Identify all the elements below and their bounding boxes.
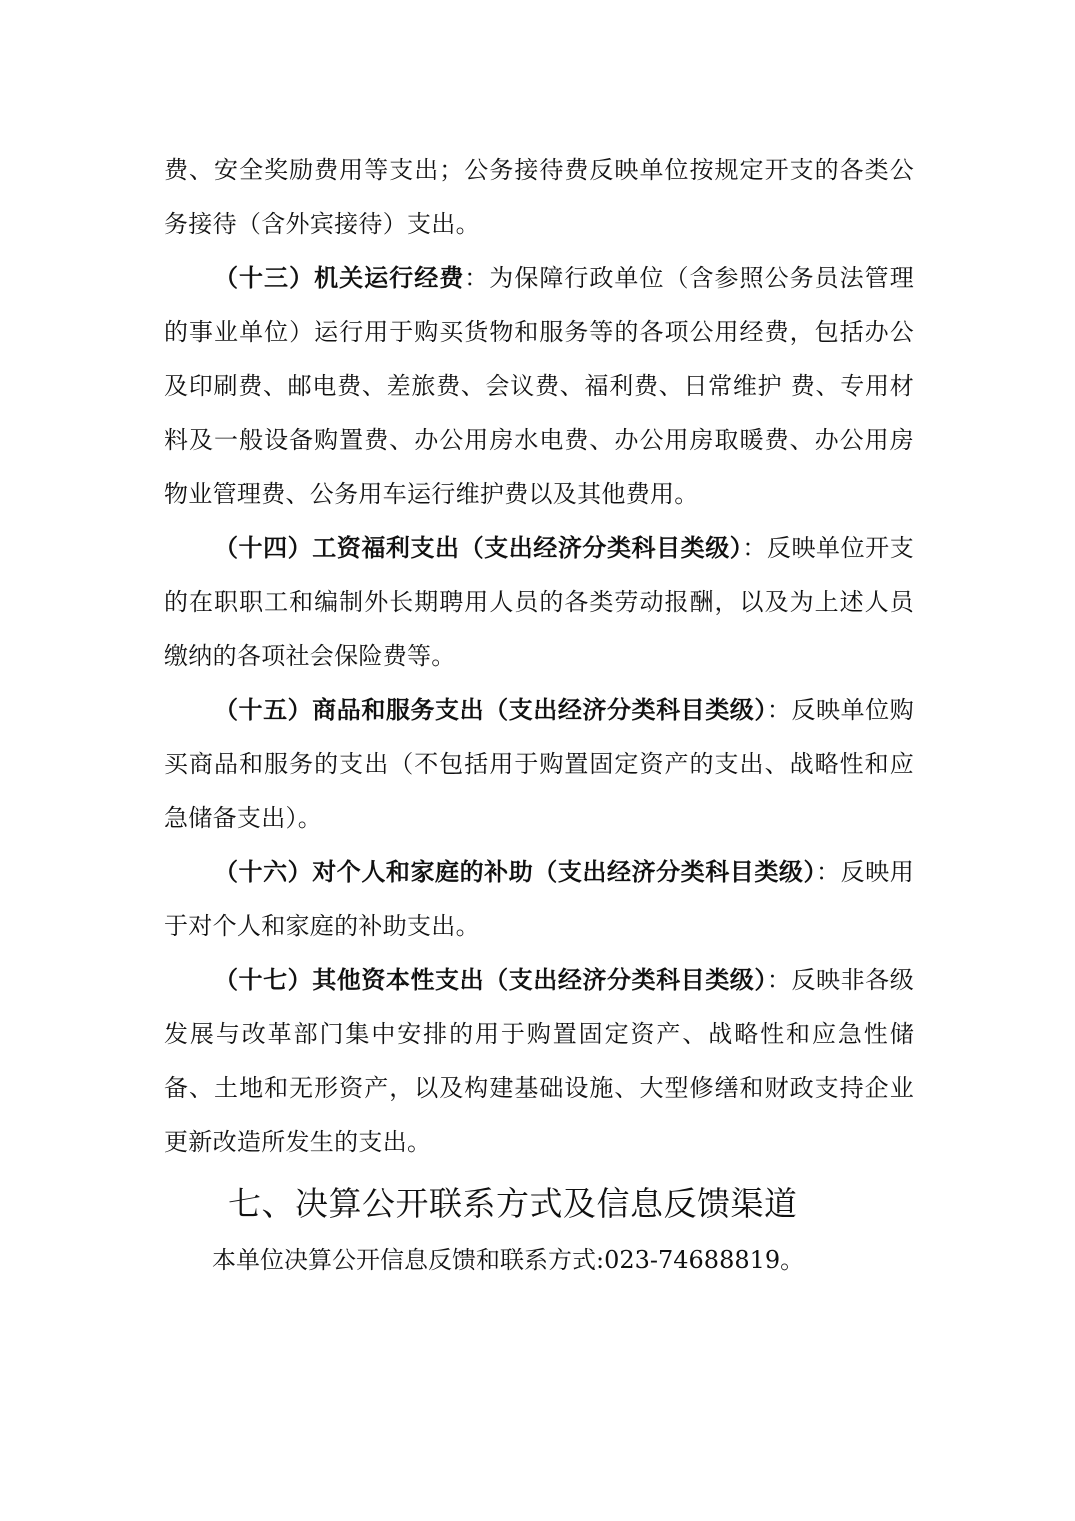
paragraph-text: ：反映用于对个人和家庭的补助支出。 bbox=[164, 858, 914, 940]
paragraph-text: 费、安全奖励费用等支出；公务接待费反映单位按规定开支的各类公务接待（含外宾接待）支出。 bbox=[164, 156, 914, 238]
paragraph-lead: （十五）商品和服务支出（支出经济分类科目类级） bbox=[214, 695, 767, 724]
paragraph-lead: （十六）对个人和家庭的补助（支出经济分类科目类级） bbox=[214, 857, 817, 886]
paragraph-text: ：反映单位购买商品和服务的支出（不包括用于购置固定资产的支出、战略性和应急储备支出）。 bbox=[164, 696, 914, 832]
paragraph-lead: （十四）工资福利支出（支出经济分类科目类级） bbox=[214, 533, 743, 562]
paragraph-item-17 bbox=[164, 953, 914, 1169]
document-body bbox=[164, 143, 914, 1287]
paragraph-text: ：反映非各级发展与改革部门集中安排的用于购置固定资产、战略性和应急性储备、土地和无形资产，以及构建基础设施、大型修缮和财政支持企业更新改造所发生的支出。 bbox=[164, 966, 914, 1156]
paragraph-text: ：反映单位开支的在职职工和编制外长期聘用人员的各类劳动报酬，以及为上述人员缴纳的各项社会保险费等。 bbox=[164, 534, 914, 670]
paragraph-item-15 bbox=[164, 683, 914, 845]
paragraph-item-13 bbox=[164, 251, 914, 521]
paragraph-text: ：为保障行政单位（含参照公务员法管理的事业单位）运行用于购买货物和服务等的各项公用经费，包括办公及印刷费、邮电费、差旅费、会议费、福利费、日常维护 费、专用材料及一般设备购置费、办公用房水电费、办公用房取暖费、办公用房物业管理费、公务用车运行维护费以及其他费用。 bbox=[164, 264, 915, 508]
paragraph-item-14 bbox=[164, 521, 914, 683]
paragraph-lead: （十七）其他资本性支出（支出经济分类科目类级） bbox=[214, 965, 767, 994]
paragraph-item-16 bbox=[164, 845, 914, 953]
section-heading: 七、决算公开联系方式及信息反馈渠道 bbox=[228, 1184, 798, 1223]
paragraph-lead: （十三）机关运行经费 bbox=[214, 263, 465, 292]
paragraph-continuation bbox=[164, 143, 914, 251]
contact-info: 本单位决算公开信息反馈和联系方式:023-74688819。 bbox=[212, 1246, 805, 1274]
